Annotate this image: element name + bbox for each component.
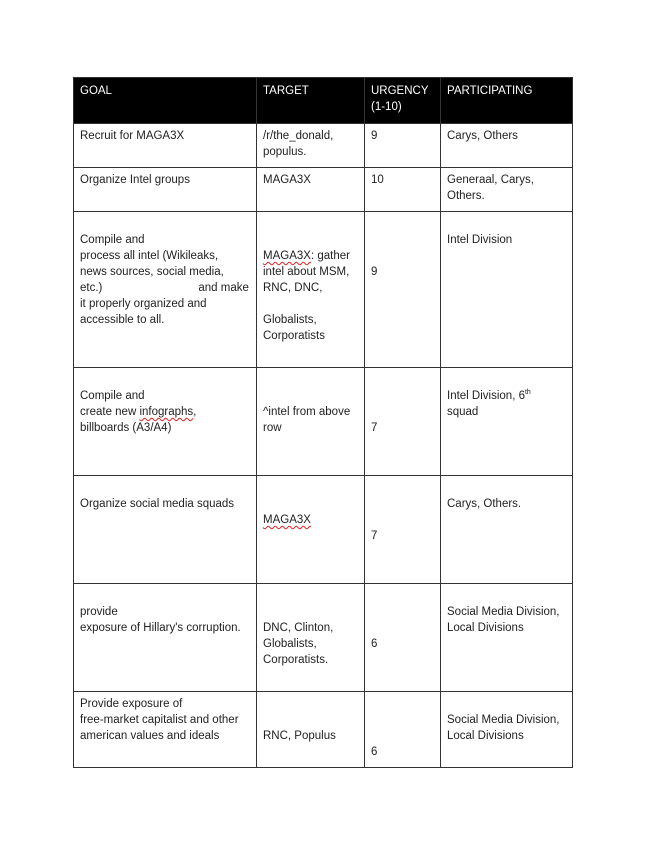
header-urgency-line1: URGENCY	[371, 85, 429, 97]
urgency-value: 7	[371, 530, 378, 542]
urgency-value: 9	[371, 266, 378, 278]
participating-cell	[441, 168, 573, 212]
participating-text: Social Media Division,	[447, 606, 560, 618]
table-row	[74, 212, 573, 368]
goal-text: Organize Intel groups	[80, 174, 190, 186]
urgency-cell	[365, 692, 441, 768]
urgency-cell	[365, 168, 441, 212]
participating-text: Intel Division	[447, 234, 513, 246]
target-text: Globalists,	[263, 314, 317, 326]
participating-text: Generaal, Carys,	[447, 174, 534, 186]
table-row	[74, 476, 573, 584]
target-text: Corporatists.	[263, 654, 329, 666]
goal-text: news sources, social media,	[80, 266, 224, 278]
participating-text: Others.	[447, 190, 485, 202]
table-row	[74, 124, 573, 168]
goal-cell	[74, 692, 257, 768]
participating-text: Social Media Division,	[447, 714, 560, 726]
target-text: intel about MSM,	[263, 266, 350, 278]
goal-cell	[74, 368, 257, 476]
goal-cell	[74, 212, 257, 368]
target-text: populus.	[263, 146, 307, 158]
table-header-row	[74, 78, 573, 124]
target-text: row	[263, 422, 282, 434]
participating-cell	[441, 584, 573, 692]
goal-text: Recruit for MAGA3X	[80, 130, 185, 142]
urgency-value: 7	[371, 422, 378, 434]
target-text: Corporatists	[263, 330, 325, 342]
goal-text: it properly organized and	[80, 298, 207, 310]
header-goal: GOAL	[74, 78, 257, 124]
goal-cell	[74, 124, 257, 168]
goal-text: etc.)	[80, 282, 103, 294]
target-text: ^intel from above	[263, 406, 351, 418]
target-cell	[257, 476, 365, 584]
target-cell	[257, 692, 365, 768]
goal-text: billboards (A3/A4)	[80, 422, 172, 434]
goal-text: process all intel (Wikileaks,	[80, 250, 219, 262]
target-cell	[257, 212, 365, 368]
participating-text: squad	[447, 406, 479, 418]
target-text: MAGA3X	[263, 174, 311, 186]
table-row	[74, 692, 573, 768]
target-text: RNC, DNC,	[263, 282, 323, 294]
urgency-value: 9	[371, 130, 378, 142]
header-urgency-line2: (1-10)	[371, 101, 402, 113]
participating-text: Local Divisions	[447, 622, 524, 634]
urgency-value: 10	[371, 174, 384, 186]
target-text: MAGA3X	[263, 250, 311, 262]
goal-text: Compile and	[80, 234, 145, 246]
participating-cell	[441, 368, 573, 476]
target-text: Globalists,	[263, 638, 317, 650]
participating-text: Intel Division, 6	[447, 390, 525, 402]
goal-text: and make	[198, 282, 249, 294]
goal-cell	[74, 168, 257, 212]
participating-cell	[441, 476, 573, 584]
header-participating: PARTICIPATING	[441, 78, 573, 124]
participating-text: Carys, Others	[447, 130, 518, 142]
goal-text: Compile and	[80, 390, 145, 402]
participating-superscript: th	[524, 389, 531, 397]
goal-text: Organize social media squads	[80, 498, 235, 510]
participating-text: Local Divisions	[447, 730, 524, 742]
header-urgency	[365, 78, 441, 124]
goal-text: create new	[80, 406, 140, 418]
target-text: MAGA3X	[263, 514, 311, 526]
target-text: : gather	[310, 250, 350, 262]
urgency-cell	[365, 368, 441, 476]
goal-text: exposure of Hillary's corruption.	[80, 622, 241, 634]
goal-text: provide	[80, 606, 118, 618]
target-text: DNC, Clinton,	[263, 622, 334, 634]
urgency-cell	[365, 124, 441, 168]
urgency-value: 6	[371, 746, 378, 758]
header-target: TARGET	[257, 78, 365, 124]
participating-cell	[441, 124, 573, 168]
target-cell	[257, 168, 365, 212]
goal-cell	[74, 584, 257, 692]
goal-text: infographs	[139, 406, 194, 418]
urgency-cell	[365, 476, 441, 584]
urgency-value: 6	[371, 638, 378, 650]
target-text: /r/the_donald,	[263, 130, 334, 142]
goal-text: american values and ideals	[80, 730, 220, 742]
goal-text: accessible to all.	[80, 314, 165, 326]
goal-cell	[74, 476, 257, 584]
table-row	[74, 584, 573, 692]
goals-table	[73, 77, 573, 768]
target-cell	[257, 584, 365, 692]
participating-cell	[441, 212, 573, 368]
goal-text: ,	[193, 406, 197, 418]
urgency-cell	[365, 584, 441, 692]
target-cell	[257, 124, 365, 168]
goal-text: free-market capitalist and other	[80, 714, 239, 726]
target-cell	[257, 368, 365, 476]
participating-text: Carys, Others.	[447, 498, 522, 510]
table-row	[74, 368, 573, 476]
participating-cell	[441, 692, 573, 768]
table-row	[74, 168, 573, 212]
urgency-cell	[365, 212, 441, 368]
goal-text: Provide exposure of	[80, 698, 183, 710]
target-text: RNC, Populus	[263, 730, 336, 742]
